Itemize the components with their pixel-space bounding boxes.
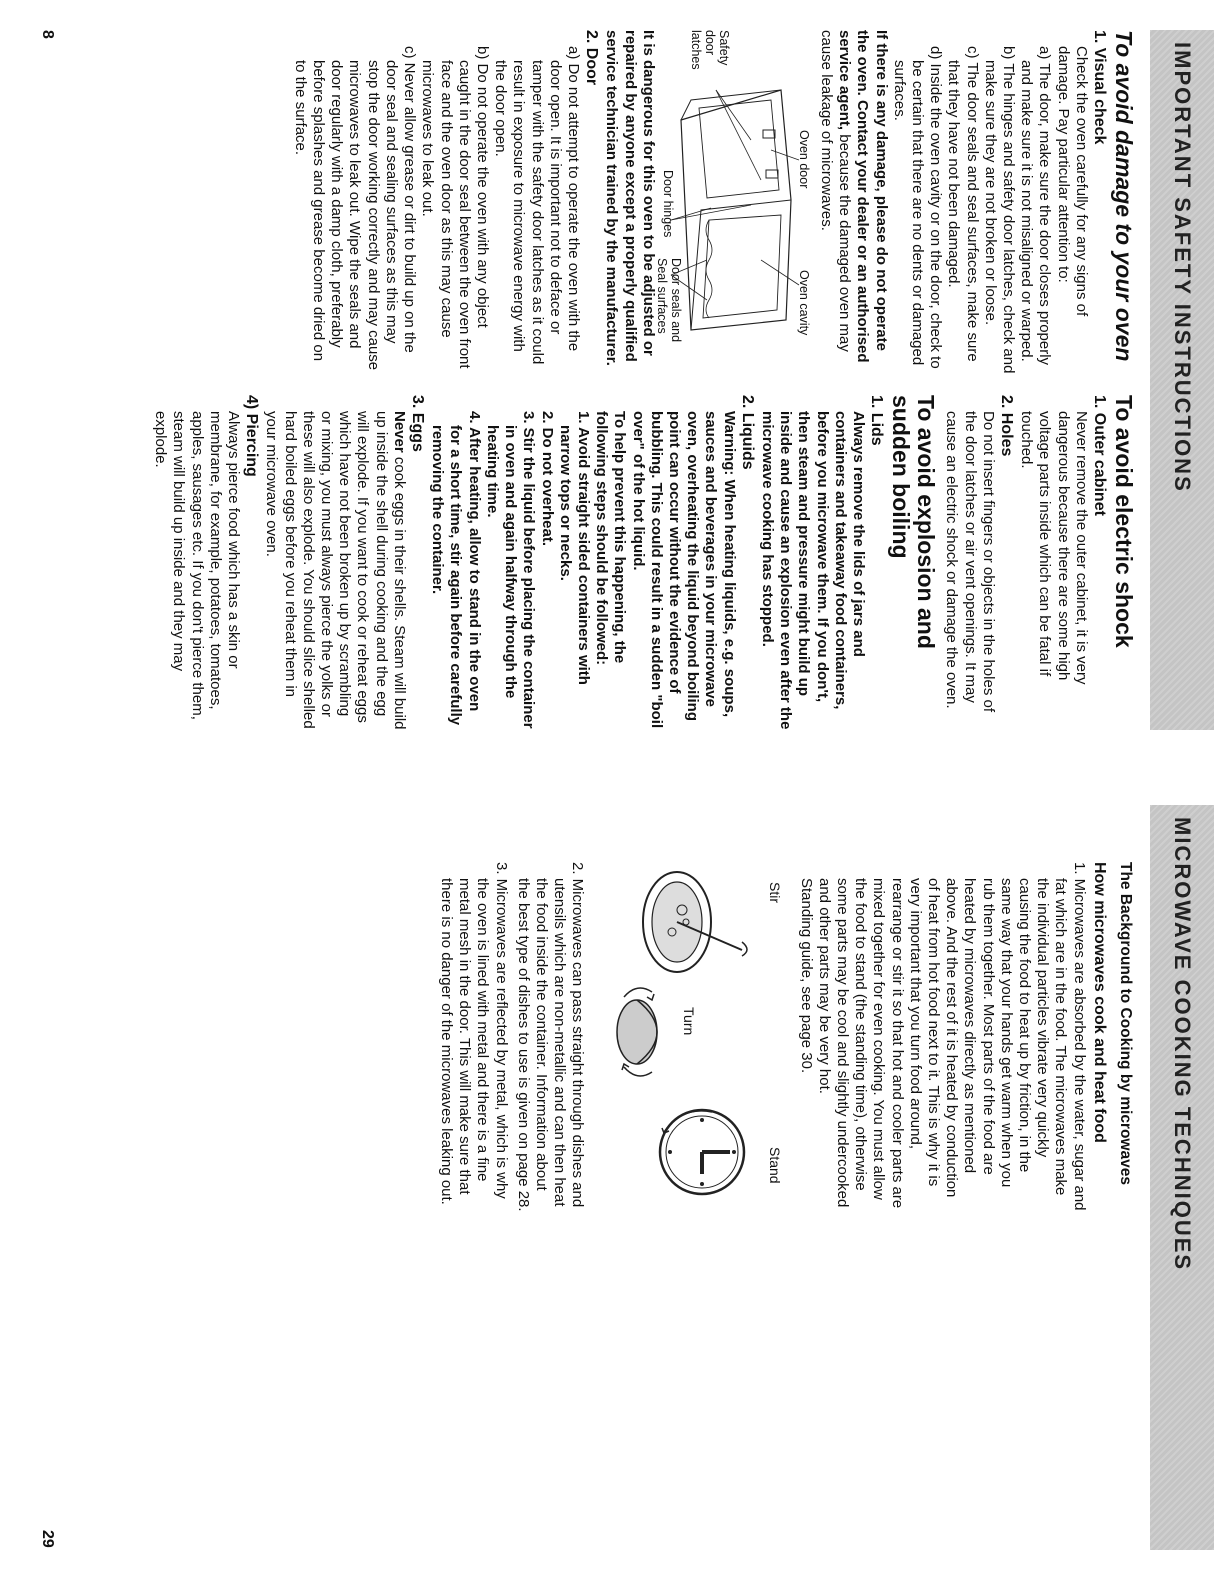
liquids-warning: Warning: When heating liquids, e.g. soups, sauces and beverages in your microwave oven, overheating the liquid beyond boiling point can occur without the evidence of bubbling. This could result in a sudden "boil over" of the hot liquid.	[629, 411, 738, 729]
visual-check-b: b) The hinges and safety door latches, check and make sure they are not broken or loose.	[981, 46, 1017, 374]
damage-warning: If there is any damage, please do not operate the oven. Contact your dealer or an authorised service agent, because the damaged oven may cause leakage of microwaves.	[817, 30, 890, 363]
standing-guide: Standing guide, see page 30.	[797, 878, 815, 1074]
liquids-step-4: 4. After heating, allow to stand in the oven for a short time, stir again before carefully removing the container.	[429, 411, 483, 726]
left-header: IMPORTANT SAFETY INSTRUCTIONS	[1170, 42, 1195, 493]
liquids-title: 2. Liquids	[738, 395, 756, 470]
piercing-title: 4) Piercing	[243, 395, 261, 477]
visual-check-title: 1. Visual check	[1091, 30, 1108, 145]
damage-title: To avoid damage to your oven	[1111, 30, 1137, 362]
liquids-step-1: 1. Avoid straight sided containers with narrow tops or necks.	[556, 411, 592, 685]
label-safety-latches: Safety door latches	[688, 30, 731, 70]
label-oven-door: Oven door	[796, 130, 811, 189]
holes-title: 2. Holes	[997, 395, 1015, 457]
label-turn: Turn	[681, 1007, 698, 1036]
door-a: a) Do not attempt to operate the oven with the door open. It is important not to deface or tamper with the safety door latches as it could result in exposure to microwave energy with the door open.	[492, 46, 582, 365]
technique-icons	[592, 862, 782, 1212]
background-title: The Background to Cooking by microwaves	[1117, 862, 1134, 1185]
left-column-1	[291, 30, 1140, 375]
turn-icon	[617, 988, 657, 1076]
piercing-text: Always pierce food which has a skin or membrane, for example, potatoes, tomatoes, apples, sausages etc. If you don't pierce them, steam will build up inside and they may explode.	[152, 411, 243, 720]
liquids-step-2: 2. Do not overheat.	[538, 411, 556, 547]
right-header-band	[1150, 805, 1214, 1550]
adjust-warning: It is dangerous for this oven to be adjusted or repaired by anyone except a properly qualified service technician trained by the manufacturer.	[603, 30, 657, 366]
label-oven-cavity: Oven cavity	[796, 270, 811, 336]
right-page-number: 29	[39, 1530, 56, 1548]
label-door-hinges: Door hinges	[660, 170, 675, 238]
door-c: c) Never allow grease or dirt to build up on the door seal and sealing surfaces as this may stop the door working correctly and may cause microwaves to leak out. Wipe the seals and door regularly with a damp cloth, preferably before splashes and grease become dried on to the surface.	[291, 46, 419, 371]
oven-illustration	[661, 30, 811, 375]
door-b: b) Do not operate the oven with any object caught in the door seal between the oven front face and the oven door as this may cause microwaves to leak out.	[419, 46, 491, 369]
outer-cabinet-title: 1. Outer cabinet	[1091, 395, 1108, 516]
right-header: MICROWAVE COOKING TECHNIQUES	[1170, 817, 1195, 1272]
icons-svg	[592, 862, 782, 1212]
label-stir: Stir	[767, 882, 784, 903]
paragraph-1: 1. Microwaves are absorbed by the water, sugar and fat which are in the food. The microwaves make the individual particles vibrate very quickly causing the food to heat up by friction, in the same way that your hands get warm when you rub them together. Most parts of the food are heated by microwaves directly as mentioned above. And the rest of it is heated by conduction of heat from hot food next to it. This is why it is very important that you turn food around, rearrange or stir it so that hot and cooler parts are mixed together for even cooking. You must allow the food to stand (the standing time), otherwise some parts may be cool and slightly undercooked and other parts may be very hot.	[815, 862, 1088, 1211]
liquids-text: To help prevent this happening, the following steps should be followed:	[593, 411, 629, 666]
paragraph-3: 3. Microwaves are reflected by metal, which is why the oven is lined with metal and there is a fine metal mesh in the door. This will make sure that there is no danger of the microwaves leaking out.	[437, 862, 510, 1205]
explosion-title: To avoid explosion and sudden boiling	[888, 395, 940, 649]
how-microwaves-title: How microwaves cook and heat food	[1090, 862, 1108, 1143]
electric-shock-title: To avoid electric shock	[1111, 395, 1137, 648]
stand-clock-icon	[660, 1110, 744, 1194]
eggs-title: 3. Eggs	[409, 395, 427, 452]
left-column-2	[151, 395, 1140, 730]
outer-cabinet-text: Never remove the outer cabinet, it is very dangerous because there are some high voltage parts inside which can be fatal if touched.	[1018, 411, 1090, 685]
label-stand: Stand	[767, 1147, 784, 1184]
right-column	[437, 862, 1140, 1212]
label-door-seals: Door seals and Seal surfaces	[654, 258, 683, 343]
eggs-text: Never cook eggs in their shells. Steam will build up inside the shell during cooking and the egg will explode. If you want to cook or reheat eggs which have not been broken up by scrambling or mixing, you must always pierce the yolks or these will also explode. You should slice shelled hard boiled eggs before you reheat them in your microwave oven.	[263, 411, 408, 730]
visual-check-d: d) Inside the oven cavity or on the door, check to be certain that there are no dents or damaged surfaces.	[890, 46, 945, 369]
liquids-step-3: 3. Stir the liquid before placing the container in oven and again halfway through the heating time.	[483, 411, 538, 729]
door-title: 2. Door	[583, 30, 601, 86]
visual-check-text: Check the oven carefully for any signs of damage. Pay particular attention to:	[1054, 46, 1090, 317]
lids-title: 1. Lids	[868, 395, 886, 446]
stir-icon	[643, 872, 747, 972]
holes-text: Do not insert fingers or objects in the holes of the door latches or air vent openings. It may cause an electric shock or damage the oven.	[943, 411, 997, 712]
visual-check-a: a) The door, make sure the door closes properly and make sure it is not misaligned or warped.	[1018, 46, 1054, 366]
left-header-band	[1150, 30, 1214, 730]
oven-diagram	[654, 30, 811, 375]
paragraph-2: 2. Microwaves can pass straight through dishes and utensils which are non-metallic and can then heat the food inside the container. Information about the best type of dishes to use is given on page 28.	[514, 862, 587, 1212]
lids-text: Always remove the lids of jars and containers and takeaway food containers, before you microwave them. If you don't, then steam and pressure might build up inside and cause an explosion even after the microwave cooking has stopped.	[758, 411, 867, 730]
left-page-number: 8	[39, 30, 56, 39]
visual-check-c: c) The door seals and seal surfaces, make sure that they have not been damaged.	[945, 46, 981, 362]
